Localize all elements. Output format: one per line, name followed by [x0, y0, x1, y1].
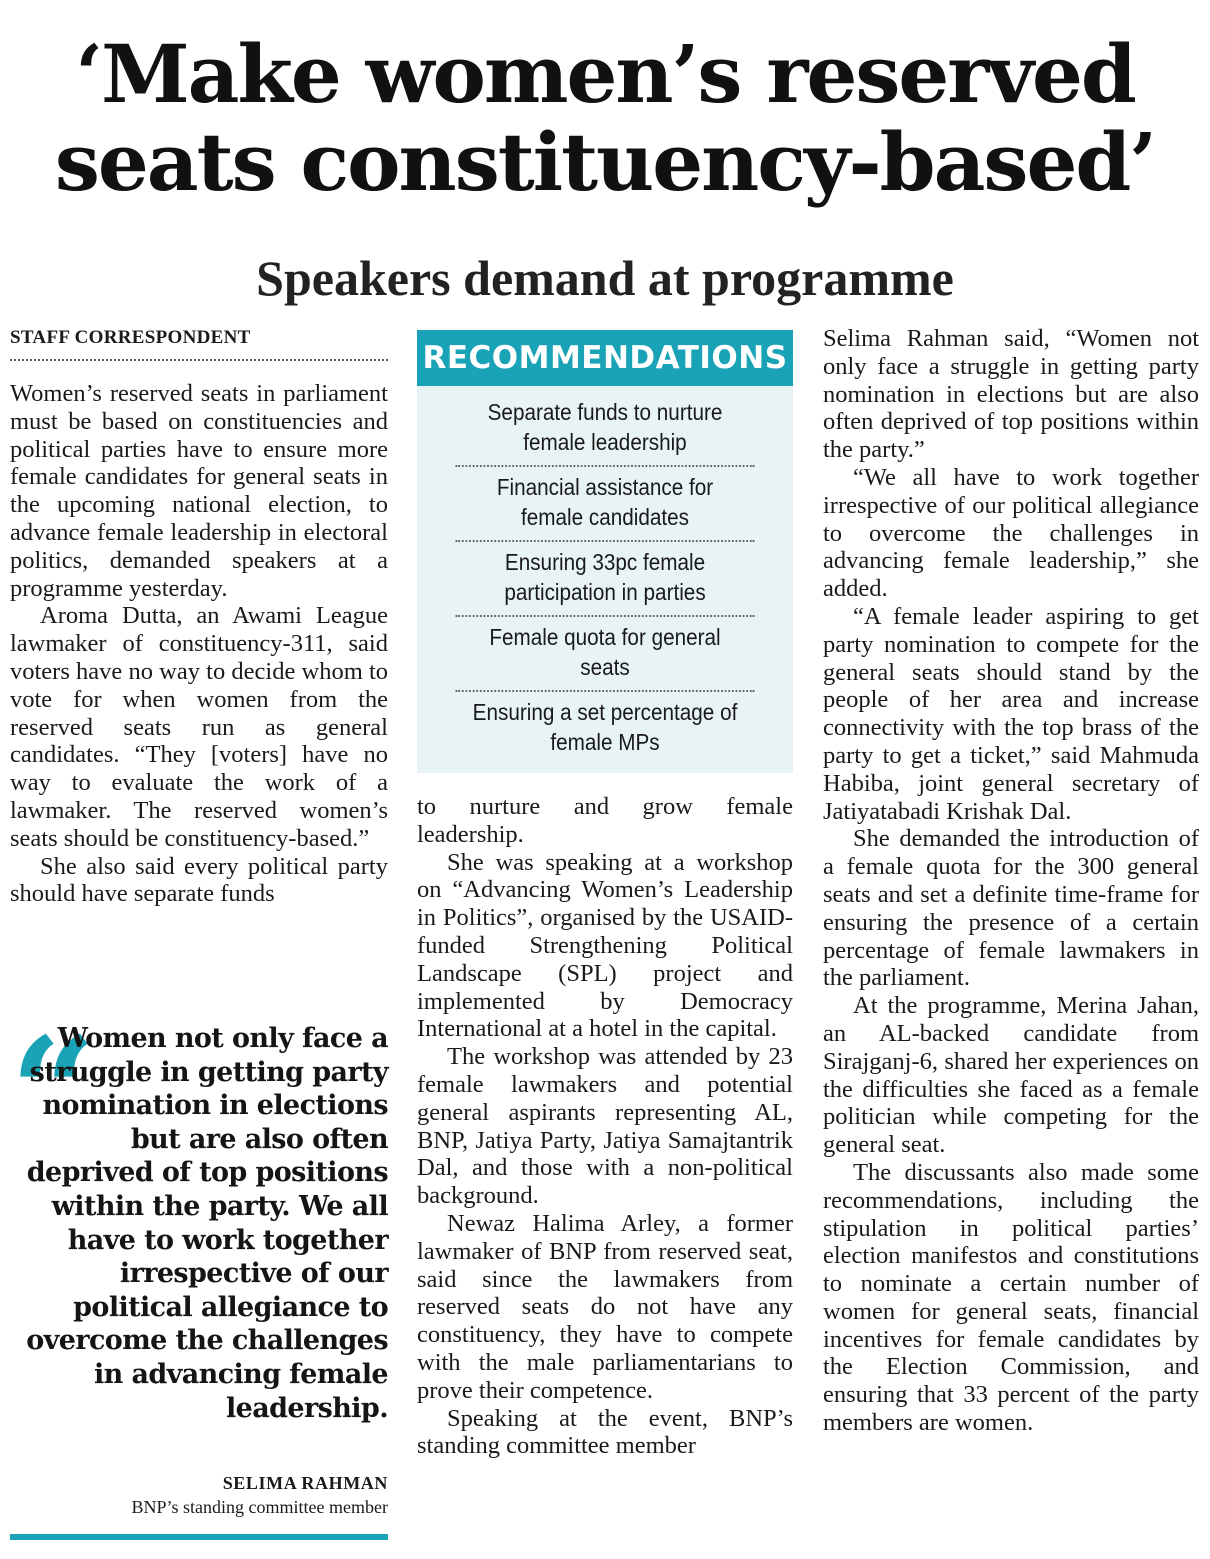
paragraph: She demanded the introduction of a female quota for the 300 general seats and set a definite time-frame for ensuring the presence of a certain percentage of female lawmakers in the parliament. — [823, 825, 1199, 992]
paragraph: “A female leader aspiring to get party nomination to compete for the general seats should stand by the people of her area and increase connectivity with the top brass of the party to get a ticket,” said Mahmuda Habiba, joint general secretary of Jatiyatabadi Krishak Dal. — [823, 602, 1199, 825]
article-column-1 — [10, 380, 388, 908]
paragraph: Aroma Dutta, an Awami League lawmaker of constituency-311, said voters have no way to decide whom to vote for when women from the reserved seats run as general candidates. “They [voters] have no way to evaluate the work of a lawmaker. The reserved women’s seats should be constituency-based.” — [10, 602, 388, 852]
subheadline: Speakers demand at programme — [256, 250, 954, 306]
paragraph: Selima Rahman said, “Women not only face a struggle in getting party nomination in elections but are also often deprived of top positions within the party.” — [823, 325, 1199, 464]
article-column-2 — [417, 793, 793, 1460]
pull-quote-attribution-name: SELIMA RAHMAN — [222, 1473, 388, 1493]
recommendations-list — [417, 386, 793, 765]
byline: STAFF CORRESPONDENT — [10, 327, 388, 361]
recommendation-item: Ensuring 33pc female participation in parties — [456, 542, 755, 617]
paragraph: Women’s reserved seats in parliament must be based on constituencies and political parties have to ensure more female candidates for general seats in the upcoming national election, to advance female leadership in electoral politics, demanded speakers at a programme yesterday. — [10, 380, 388, 602]
recommendation-item: Ensuring a set percentage of female MPs — [472, 699, 738, 755]
recommendation-item: Female quota for general seats — [456, 617, 755, 692]
article-column-3 — [823, 325, 1199, 1437]
paragraph: Speaking at the event, BNP’s standing committee member — [417, 1404, 793, 1460]
accent-rule — [10, 1534, 388, 1540]
paragraph: “We all have to work together irrespective of our political allegiance to overcome the challenges in advancing female leadership,” she added. — [823, 463, 1199, 603]
paragraph: to nurture and grow female leadership. — [417, 793, 793, 848]
paragraph: The discussants also made some recommendations, including the stipulation in political parties’ election manifestos and constitutions to nominate a certain number of women for general seats, financial incentives for female candidates by the Election Commission, and ensuring that 33 percent of the party members are women. — [823, 1158, 1199, 1437]
quote-mark-icon: “ — [10, 1005, 97, 1181]
pull-quote: Women not only face a struggle in getting party nomination in elections but are also often deprived of top positions within the party. We all have to work together irrespective of our political allegiance to overcome the challenges in advancing female leadership. — [26, 1023, 388, 1424]
paragraph: Newaz Halima Arley, a former lawmaker of BNP from reserved seat, said since the lawmakers from reserved seats do not have any constituency, they have to compete with the male parliamentarians to prove their competence. — [417, 1209, 793, 1404]
paragraph: She was speaking at a workshop on “Advancing Women’s Leadership in Politics”, organised by the USAID-funded Strengthening Political Landscape (SPL) project and implemented by Democracy International at a hotel in the capital. — [417, 848, 793, 1043]
paragraph: She also said every political party should have separate funds — [10, 852, 388, 908]
pull-quote-attribution-role: BNP’s standing committee member — [131, 1497, 388, 1517]
recommendation-item: Separate funds to nurture female leadership — [456, 392, 755, 467]
recommendation-item: Financial assistance for female candidates — [456, 467, 755, 542]
headline: ‘Make women’s reserved seats constituency-based’ — [54, 27, 1156, 209]
recommendations-box — [417, 330, 793, 773]
paragraph: At the programme, Merina Jahan, an AL-backed candidate from Sirajganj-6, shared her experiences on the difficulties she faced as a female politician while competing for the general seat. — [823, 992, 1199, 1159]
paragraph: The workshop was attended by 23 female lawmakers and potential general aspirants representing AL, BNP, Jatiya Party, Jatiya Samajtantrik Dal, and those with a non-political background. — [417, 1043, 793, 1210]
recommendations-title: RECOMMENDATIONS — [417, 330, 793, 386]
